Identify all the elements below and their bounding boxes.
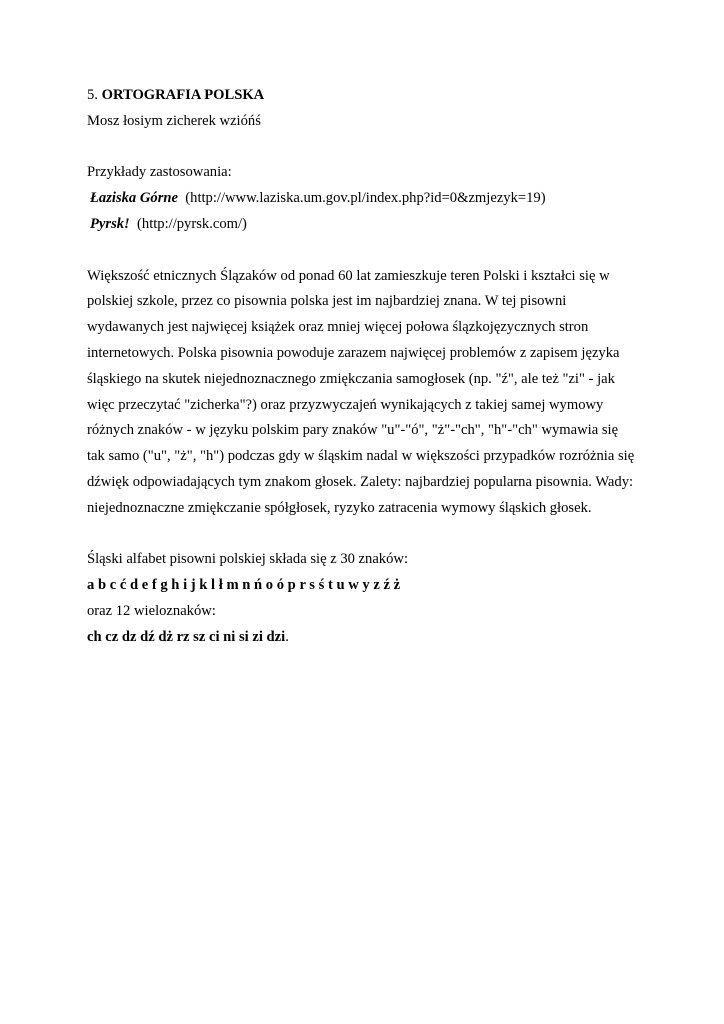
examples-label: Przykłady zastosowania:	[87, 164, 232, 181]
section-number: 5.	[87, 87, 102, 103]
alphabet-intro: Śląski alfabet pisowni polskiej składa się z 30 znaków:	[87, 551, 408, 568]
spacer	[87, 238, 647, 264]
paragraph-line: dźwięk odpowiadających tym znakom głosek. Zalety: najbardziej popularna pisownia. Wady:	[87, 473, 634, 490]
example-name: Pyrsk!	[90, 215, 130, 232]
section-subtitle: Mosz łosiym zicherek wzióńś	[87, 112, 261, 129]
multigraph-end: .	[285, 628, 289, 645]
paragraph-line: więc przeczytać "zicherka"?) oraz przyzwyczajeń wynikających z takiej samej wymowy	[87, 396, 604, 413]
example-item	[87, 212, 647, 238]
section-title: ORTOGRAFIA POLSKA	[101, 87, 265, 103]
paragraph-line: śląskiego na skutek niejednoznacznego zmiękczania samogłosek (np. "ź", ale też "zi" - jak	[87, 370, 615, 387]
paragraph-line: tak samo ("u", "ż", "h") podczas gdy w śląskim nadal w większości przypadków rozróżnia się	[87, 448, 635, 465]
example-url: (http://pyrsk.com/)	[137, 215, 247, 232]
paragraph-line: niejednoznaczne zmiękczanie spółgłosek, ryzyko zatracenia wymowy śląskich głosek.	[87, 499, 592, 516]
example-item	[87, 186, 647, 212]
spacer	[87, 522, 647, 548]
paragraph-line: internetowych. Polska pisownia powoduje zarazem najwięcej problemów z zapisem języka	[87, 344, 620, 361]
example-name: Łaziska Górne	[90, 190, 178, 207]
paragraph-line: wydawanych jest najwięcej książek oraz mniej więcej połowa ślązkojęzycznych stron	[87, 319, 589, 336]
spacer	[87, 135, 647, 161]
multigraph-intro: oraz 12 wieloznaków:	[87, 602, 216, 619]
example-url: (http://www.laziska.um.gov.pl/index.php?id=0&zmjezyk=19)	[185, 190, 546, 207]
paragraph-line: polskiej szkole, przez co pisownia polska jest im najbardziej znana. W tej pisowni	[87, 293, 567, 310]
multigraph-list: ch cz dz dź dż rz sz ci ni si zi dzi	[87, 628, 286, 645]
paragraph-line: różnych znaków - w języku polskim pary znaków "u"-"ó", "ż"-"ch", "h"-"ch" wymawia się	[87, 422, 619, 439]
section-heading	[87, 83, 647, 109]
document-page	[87, 83, 647, 651]
multigraph-line	[87, 625, 647, 651]
paragraph-line: Większość etnicznych Ślązaków od ponad 60 lat zamieszkuje teren Polski i kształci się w	[87, 267, 610, 284]
alphabet-letters: a b c ć d e f g h i j k l ł m n ń o ó p r s ś t u w y z ź ż	[87, 577, 401, 594]
